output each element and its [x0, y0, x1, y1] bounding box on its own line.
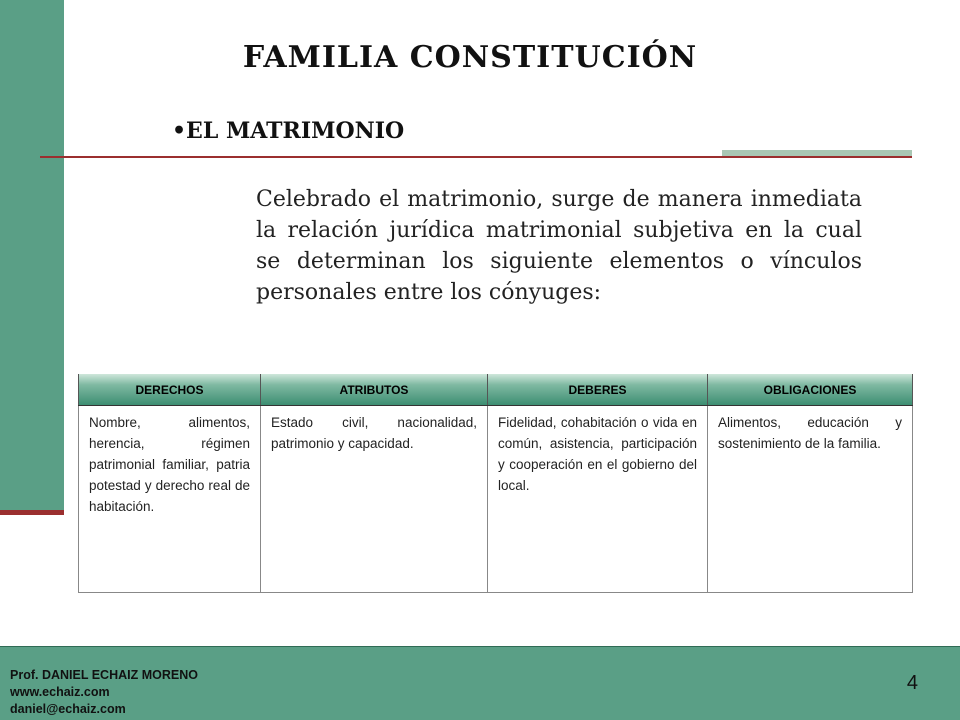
cell-derechos: Nombre, alimentos, herencia, régimen patrimonial familiar, patria potestad y derecho real de habitación.: [79, 406, 261, 593]
header-atributos: ATRIBUTOS: [261, 374, 488, 406]
header-obligaciones: OBLIGACIONES: [708, 374, 913, 406]
cell-deberes: Fidelidad, cohabitación o vida en común, asistencia, participación y cooperación en el gobierno del local.: [488, 406, 708, 593]
left-accent-bar-tip: [0, 510, 64, 515]
slide-body-text: Celebrado el matrimonio, surge de manera inmediata la relación jurídica matrimonial subjetiva en la cual se determinan los siguiente elementos o vínculos personales entre los cónyuges:: [256, 187, 862, 305]
red-divider-line: [40, 156, 912, 158]
footer-author: Prof. DANIEL ECHAIZ MORENO: [10, 668, 198, 682]
footer-website[interactable]: www.echaiz.com: [10, 685, 110, 699]
cell-obligaciones: Alimentos, educación y sostenimiento de la familia.: [708, 406, 913, 593]
left-accent-bar: [0, 0, 64, 514]
cell-atributos: Estado civil, nacionalidad, patrimonio y capacidad.: [261, 406, 488, 593]
slide-subtitle: •EL MATRIMONIO: [172, 118, 405, 144]
table-header-row: [79, 374, 913, 406]
footer-email[interactable]: daniel@echaiz.com: [10, 702, 126, 716]
header-deberes: DEBERES: [488, 374, 708, 406]
table-row: [79, 406, 913, 593]
elements-table: [78, 374, 912, 593]
page-number: 4: [906, 672, 918, 694]
footer-top-line: [0, 646, 960, 647]
slide-title: FAMILIA CONSTITUCIÓN: [242, 40, 698, 75]
header-derechos: DERECHOS: [79, 374, 261, 406]
footer-credits: [10, 667, 198, 718]
